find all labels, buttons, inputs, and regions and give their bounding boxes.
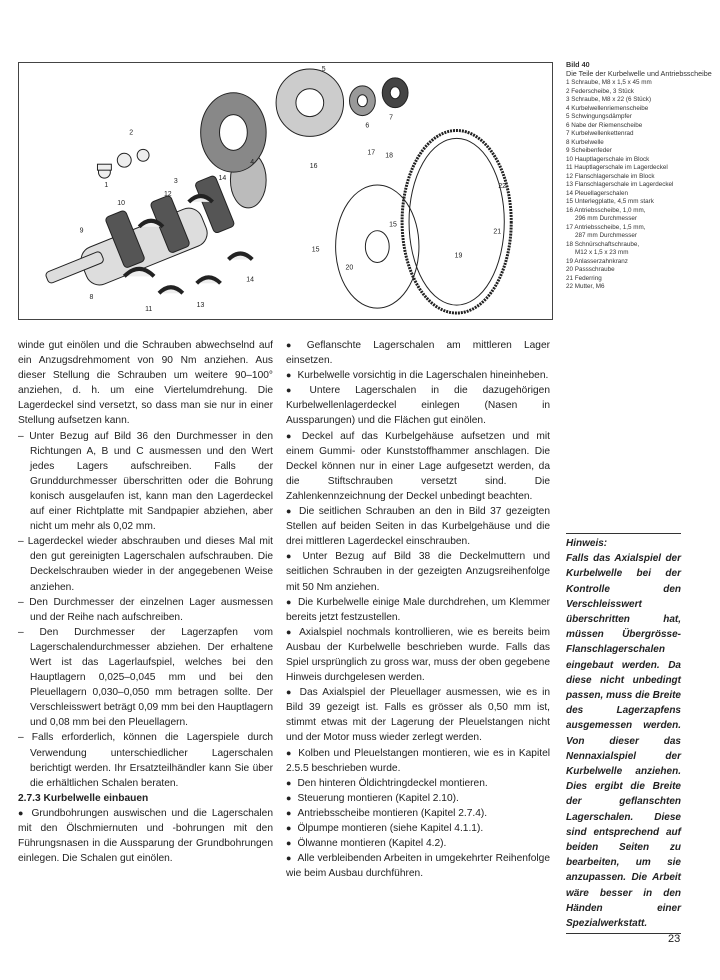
- bullet-icon: [286, 385, 310, 396]
- bullet-item: ● Geflanschte Lagerschalen am mittleren Lager einsetzen.: [286, 338, 550, 368]
- figure-label: 3: [173, 178, 178, 186]
- bullet-item: ● Axialspiel nochmals kontrollieren, wie es bereits beim Ausbau der Kurbelwelle beschrieben wurde. Falls das Spiel ursprünglich zu gross war, muss der oben gegebene Hinweis durchgelesen werden.: [286, 625, 550, 685]
- caption-part: 3 Schraube, M8 x 22 (6 Stück): [566, 96, 652, 103]
- drive-plate-drawing: [336, 130, 512, 313]
- figure-label: 2: [129, 129, 134, 137]
- bullet-item: ● Ölwanne montieren (Kapitel 4.2).: [286, 836, 550, 851]
- caption-part: M12 x 1,5 x 23 mm: [575, 249, 629, 256]
- figure-label: 12: [163, 190, 172, 198]
- caption-part: 287 mm Durchmesser: [575, 232, 637, 239]
- figure-label: 1: [104, 182, 109, 190]
- caption-part: 9 Scheibenfeder: [566, 147, 612, 154]
- bullet-icon: [286, 431, 302, 442]
- caption-part: 2 Federscheibe, 3 Stück: [566, 87, 634, 95]
- caption-part: 21 Federring: [566, 274, 602, 282]
- caption-title: Bild 40: [566, 60, 590, 69]
- figure-label: 5: [321, 65, 326, 73]
- bullet-icon: [286, 551, 302, 562]
- dash-item: – Den Durchmesser der Lagerzapfen vom Lagerschalendurchmesser abziehen. Der erhaltene Wert ist das Lagerlaufspiel, welches bei den Hauptlagern 0,025–0,045 mm und bei den Pleuellagern 0,030–0,050 mm betragen sollte. Der Verschleisswert beträgt 0,09 mm bei den Hauptlagern und 0,08 mm bei den Pleuellagern.: [18, 626, 273, 729]
- bullet-icon: [286, 823, 297, 834]
- caption-part: 7 Kurbelwellenkettenrad: [566, 130, 634, 137]
- caption-part: 4 Kurbelwellenriemenscheibe: [566, 104, 649, 112]
- note-title: Hinweis:: [566, 533, 681, 551]
- pulley-drawing: [201, 69, 408, 172]
- figure-label: 16: [309, 163, 318, 171]
- caption-part: 18 Schnürschaftschraube,: [566, 240, 640, 248]
- bullet-item: ● Den hinteren Öldichtringdeckel montieren.: [286, 776, 550, 791]
- bullet-icon: [286, 778, 297, 789]
- caption-part: 13 Flanschlagerschale im Lagerdeckel: [566, 181, 674, 188]
- figure-label: 11: [145, 306, 153, 314]
- caption-part: 12 Flanschlagerschale im Block: [566, 172, 655, 180]
- caption-part: 17 Antriebsscheibe, 1,5 mm,: [566, 223, 646, 231]
- figure-label: 10: [117, 199, 126, 207]
- caption-part: 19 Anlasserzahnkranz: [566, 257, 628, 265]
- caption-part: 1 Schraube, M8 x 1,5 x 45 mm: [566, 79, 652, 86]
- figure-label: 15: [389, 221, 397, 229]
- figure-caption: [566, 60, 716, 292]
- note-body: Falls das Axialspiel der Kurbelwelle bei der Kontrolle den Verschleisswert überschritten hat, müssen Übergrösse-Flanschlagerschalen eingebaut werden. Da diese nicht unbedingt passen, muss die Breite des Lagerzapfens ausgemessen werden. Von dieser das Nennaxialspiel der Kurbelwelle anziehen. Dies ergibt die Breite der geflanschten Lagerschalen. Diese sind entsprechend auf beiden Seiten zu bearbeiten, um sie anzupassen. Die Arbeit wäre besser in den Händen einer Spezialwerkstatt.: [566, 551, 681, 934]
- bullet-icon: [286, 506, 299, 517]
- text-column-left: [18, 338, 273, 866]
- bullet-icon: [286, 340, 307, 351]
- bullet-item: ● Kurbelwelle vorsichtig in die Lagerschalen hineinheben.: [286, 368, 550, 383]
- text-column-right: [286, 338, 550, 881]
- caption-part: 22 Mutter, M6: [566, 283, 605, 290]
- figure-label: 4: [250, 159, 255, 167]
- caption-part: 11 Hauptlagerschale im Lagerdeckel: [566, 164, 668, 171]
- bullet-item: ● Unter Bezug auf Bild 38 die Deckelmuttern und seitlichen Schrauben in der gezeigten Anzugsreihenfolge mit 50 Nm anziehen.: [286, 549, 550, 594]
- figure-label: 14: [246, 276, 255, 284]
- figure-label: 22: [498, 183, 507, 191]
- bullet-icon: [286, 627, 299, 638]
- caption-part: 20 Passschraube: [566, 266, 615, 273]
- dash-item: – Falls erforderlich, können die Lagerspiele durch Verwendung unterschiedlicher Lagerschalen berichtigt werden. Ihr Ersatzteilhändler kann Sie über die erhältlichen Schalen beraten.: [18, 732, 273, 789]
- figure-label: 17: [367, 149, 376, 157]
- caption-part: 16 Antriebsscheibe, 1,0 mm,: [566, 206, 646, 214]
- figure-label: 9: [79, 227, 84, 235]
- caption-part: 10 Hauptlagerschale im Block: [566, 155, 650, 163]
- bullet-item: ● Die Kurbelwelle einige Male durchdrehen, um Klemmer bereits jetzt festzustellen.: [286, 595, 550, 625]
- bullet-item: ● Steuerung montieren (Kapitel 2.10).: [286, 791, 550, 806]
- bullet-icon: [286, 370, 297, 381]
- caption-part: 15 Unterlegplatte, 4,5 mm stark: [566, 198, 654, 205]
- note-box: [566, 533, 681, 934]
- figure-label: 21: [493, 228, 502, 236]
- page-number: 23: [668, 933, 681, 945]
- bullet-item: ● Deckel auf das Kurbelgehäuse aufsetzen und mit einem Gummi- oder Kunststoffhammer anschlagen. Die Deckel können nur in einer Lage aufgesetzt werden, da die Stiftschrauben versetzt sind. Die Zahlenkennzeichnung der Deckel unbedingt beachten.: [286, 429, 550, 504]
- bullet-icon: [18, 808, 31, 819]
- bullet-item: ● Kolben und Pleuelstangen montieren, wie es in Kapitel 2.5.5 beschrieben wurde.: [286, 746, 550, 776]
- bullet-item: ● Alle verbleibenden Arbeiten in umgekehrter Reihenfolge wie beim Ausbau durchführen.: [286, 851, 550, 881]
- bullet-item: ● Ölpumpe montieren (siehe Kapitel 4.1.1).: [286, 821, 550, 836]
- figure-label: 13: [196, 302, 205, 310]
- bullet-icon: [286, 748, 298, 759]
- caption-part: 14 Pleuellagerschalen: [566, 189, 628, 197]
- bullet-item: ● Die seitlichen Schrauben an den in Bild 37 gezeigten Stellen auf beiden Seiten in das Kurbelgehäuse und die drei mittleren Lagerdeckel einschrauben.: [286, 504, 550, 549]
- figure-label: 19: [454, 252, 463, 260]
- figure-label: 15: [311, 246, 320, 254]
- bullet-icon: [286, 838, 297, 849]
- bullet-icon: [286, 808, 297, 819]
- bullet-item: ● Grundbohrungen auswischen und die Lagerschalen mit den Ölschmiernuten und -bohrungen mit den Führungsnasen in die Aussparung der Grundbohrungen einlegen. Die Schalen gut einölen.: [18, 806, 273, 866]
- paragraph: winde gut einölen und die Schrauben abwechselnd auf ein Anzugsdrehmoment von 90 Nm anziehen. Aus dieser Stellung die Schrauben um weitere 90–100° anziehen, d. h. um eine Viertelumdrehung. Die Lagerdeckel sind versetzt, so dass man sie nur in einer Stellung aufsetzen kann.: [18, 340, 273, 427]
- caption-part: 296 mm Durchmesser: [575, 215, 637, 222]
- figure-label: 6: [365, 122, 370, 130]
- figure-label: 14: [218, 175, 227, 183]
- caption-part: 6 Nabe der Riemenscheibe: [566, 121, 643, 129]
- caption-part: 5 Schwingungsdämpfer: [566, 113, 632, 120]
- dash-item: – Lagerdeckel wieder abschrauben und dieses Mal mit den gut gereinigten Lagerschalen aufschrauben. Die Deckelschrauben wieder in der angegebenen Weise anziehen.: [18, 536, 273, 593]
- figure-label: 20: [345, 264, 354, 272]
- bullet-item: ● Das Axialspiel der Pleuellager ausmessen, wie es in Bild 39 gezeigt ist. Falls es grösser als 0,50 mm ist, stimmt etwas mit der Lagerung der Pleuelstangen nicht und der Motor muss wieder zerlegt werden.: [286, 685, 550, 745]
- bullet-icon: [286, 853, 298, 864]
- section-heading: 2.7.3 Kurbelwelle einbauen: [18, 792, 149, 804]
- exploded-view-figure: [18, 62, 553, 320]
- bullet-item: ● Untere Lagerschalen in die dazugehörigen Kurbelwellenlagerdeckel einlegen (Nasen in Aussparungen) und die Flächen gut einölen.: [286, 383, 550, 428]
- dash-item: – Den Durchmesser der einzelnen Lager ausmessen und der Reihe nach aufschreiben.: [18, 596, 273, 623]
- bullet-item: ● Antriebsscheibe montieren (Kapitel 2.7.4).: [286, 806, 550, 821]
- figure-label: 18: [385, 152, 393, 160]
- figure-label: 8: [89, 294, 94, 302]
- caption-part: 8 Kurbelwelle: [566, 138, 604, 146]
- bullet-icon: [286, 793, 297, 804]
- dash-item: – Unter Bezug auf Bild 36 den Durchmesser in den Richtungen A, B und C ausmessen und den Wert jedes Lagers aufschreiben. Falls der Grunddurchmesser überschritten oder die Bohrung konisch ausgelaufen ist, kann man den Lagerdeckel auf einer Richtplatte mit Sandpapier abziehen, aber nicht um mehr als 0,02 mm.: [18, 430, 273, 533]
- figure-label: 7: [389, 114, 394, 122]
- caption-subtitle: Die Teile der Kurbelwelle und Antriebsscheibe: [566, 69, 712, 78]
- bullet-icon: [286, 597, 298, 608]
- bullet-icon: [286, 687, 300, 698]
